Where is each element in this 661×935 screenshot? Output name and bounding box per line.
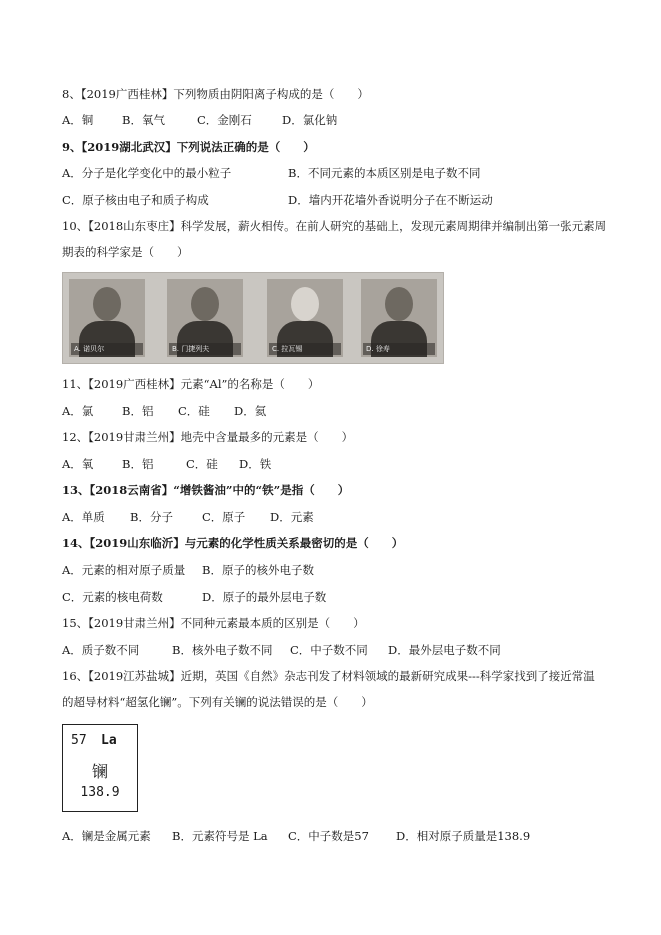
q8-stem: 8、【2019广西桂林】下列物质由阴阳离子构成的是（ ）: [62, 87, 369, 101]
q16-option-c: C．中子数是57: [288, 829, 369, 843]
element-name: 镧: [91, 762, 108, 781]
q9-stem: 9、【2019湖北武汉】下列说法正确的是（ ）: [62, 140, 315, 154]
q15-stem: 15、【2019甘肃兰州】不同种元素最本质的区别是（ ）: [62, 616, 365, 630]
q9-option-d: D．墙内开花墙外香说明分子在不断运动: [288, 193, 493, 207]
element-symbol: La: [101, 733, 117, 748]
q16-option-d: D．相对原子质量是138.9: [396, 829, 531, 843]
atomic-mass: 138.9: [80, 785, 120, 800]
q12-option-a: A．氧: [62, 457, 94, 471]
q13-option-c: C．原子: [202, 510, 246, 524]
q16-option-a: A．镧是金属元素: [62, 829, 151, 843]
portrait-lavoisier: [267, 279, 343, 357]
q11-option-c: C．硅: [178, 404, 210, 418]
q12-option-c: C．硅: [186, 457, 218, 471]
q15-option-d: D．最外层电子数不同: [388, 643, 501, 657]
portrait-caption-c: C. 拉瓦锡: [269, 343, 341, 355]
q16-option-b: B．元素符号是 La: [172, 829, 268, 843]
q8-option-a: A．铜: [62, 113, 94, 127]
portrait-caption-d: D. 徐寿: [363, 343, 435, 355]
q14-option-a: A．元素的相对原子质量: [62, 563, 186, 577]
q12-option-d: D．铁: [239, 457, 272, 471]
q14-option-d: D．原子的最外层电子数: [202, 590, 327, 604]
portrait-caption-a: A. 诺贝尔: [71, 343, 143, 355]
q9-option-c: C．原子核由电子和质子构成: [62, 193, 209, 207]
portrait-caption-b: B. 门捷列夫: [169, 343, 241, 355]
q9-option-a: A．分子是化学变化中的最小粒子: [62, 166, 232, 180]
q15-option-b: B．核外电子数不同: [172, 643, 273, 657]
q10-stem-line1: 10、【2018山东枣庄】科学发展，薪火相传。在前人研究的基础上，发现元素周期律并编制出第一张元素周: [62, 219, 607, 233]
q11-stem: 11、【2019广西桂林】元素“Al”的名称是（ ）: [62, 377, 320, 391]
q12-option-b: B．铝: [122, 457, 154, 471]
q13-option-d: D．元素: [270, 510, 314, 524]
portrait-xu-shou: [361, 279, 437, 357]
q8-option-d: D．氯化钠: [282, 113, 338, 127]
q9-option-b: B．不同元素的本质区别是电子数不同: [288, 166, 481, 180]
q14-option-b: B．原子的核外电子数: [202, 563, 314, 577]
q15-option-a: A．质子数不同: [62, 643, 140, 657]
scientist-photo-strip: [62, 272, 444, 364]
q13-option-a: A．单质: [62, 510, 105, 524]
q14-option-c: C．元素的核电荷数: [62, 590, 163, 604]
portrait-nobel: [69, 279, 145, 357]
atomic-number: 57: [71, 733, 87, 748]
q11-option-b: B．铝: [122, 404, 154, 418]
q12-stem: 12、【2019甘肃兰州】地壳中含量最多的元素是（ ）: [62, 430, 354, 444]
lanthanum-element-card: [62, 724, 138, 812]
q15-option-c: C．中子数不同: [290, 643, 368, 657]
q8-option-b: B．氧气: [122, 113, 165, 127]
portrait-mendeleev: [167, 279, 243, 357]
q16-stem-line1: 16、【2019江苏盐城】近期，英国《自然》杂志刊发了材料领域的最新研究成果---科学家找到了接近常温: [62, 669, 595, 683]
q10-stem-line2: 期表的科学家是（ ）: [62, 245, 189, 259]
q14-stem: 14、【2019山东临沂】与元素的化学性质关系最密切的是（ ）: [62, 536, 404, 550]
q13-stem: 13、【2018云南省】“增铁酱油”中的“铁”是指（ ）: [62, 483, 350, 497]
q8-option-c: C．金刚石: [197, 113, 252, 127]
q16-stem-line2: 的超导材料“超氢化镧”。下列有关镧的说法错误的是（ ）: [62, 695, 373, 709]
q11-option-d: D．氦: [234, 404, 267, 418]
q11-option-a: A．氯: [62, 404, 94, 418]
q13-option-b: B．分子: [130, 510, 173, 524]
